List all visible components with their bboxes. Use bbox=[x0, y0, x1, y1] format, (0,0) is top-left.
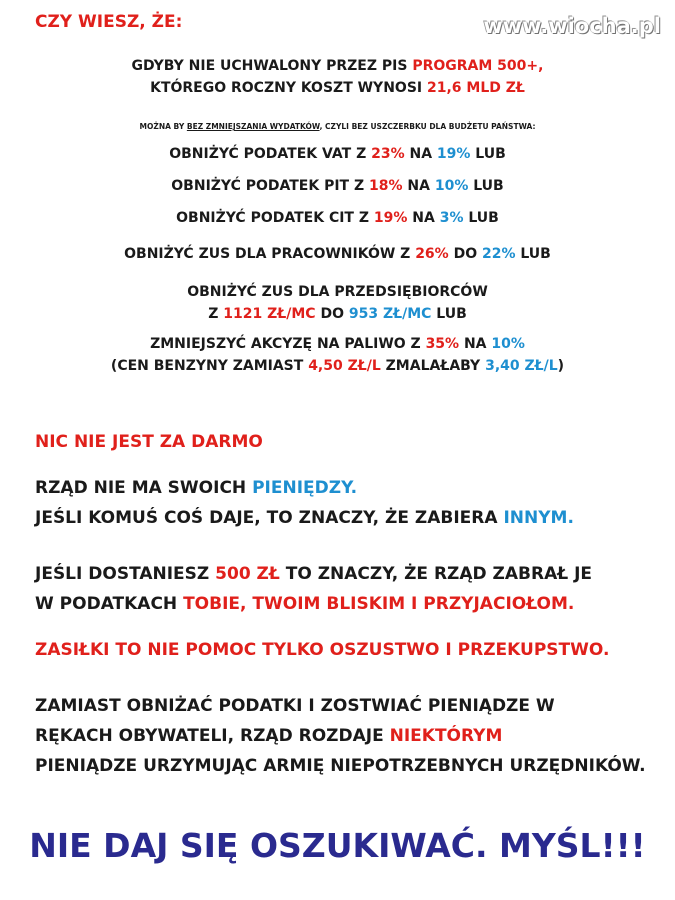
final-slogan: NIE DAJ SIĘ OSZUKIWAĆ. MYŚL!!! bbox=[29, 826, 646, 865]
new-value: 3% bbox=[439, 210, 464, 226]
program-line-1 bbox=[0, 58, 675, 74]
new-value: 953 ZŁ/MC bbox=[348, 306, 432, 322]
section-heading: NIC NIE JEST ZA DARMO bbox=[35, 432, 263, 452]
highlight: 21,6 MLD ZŁ bbox=[426, 80, 525, 96]
new-value: 3,40 ZŁ/L bbox=[485, 358, 558, 374]
old-value: 18% bbox=[369, 178, 403, 194]
text: OBNIŻYĆ PODATEK PIT Z bbox=[171, 178, 370, 194]
text: RZĄD NIE MA SWOICH bbox=[35, 478, 253, 498]
text: MOŻNA BY bbox=[139, 122, 187, 131]
option-vat bbox=[0, 146, 675, 162]
highlight: PIENIĘDZY. bbox=[252, 478, 358, 498]
statement-line-7 bbox=[35, 726, 502, 746]
statement-line-4 bbox=[35, 594, 574, 614]
text: LUB bbox=[515, 246, 551, 262]
highlight: INNYM. bbox=[503, 508, 574, 528]
underlined-text: BEZ ZMNIEJSZANIA WYDATKÓW bbox=[186, 122, 320, 131]
program-line-2 bbox=[0, 80, 675, 96]
option-fuel-1 bbox=[0, 336, 675, 352]
text: NA bbox=[404, 146, 437, 162]
text: NA bbox=[407, 210, 440, 226]
text: ) bbox=[557, 358, 565, 374]
text: RĘKACH OBYWATELI, RZĄD ROZDAJE bbox=[35, 726, 390, 746]
option-zus-workers bbox=[0, 246, 675, 262]
highlight: PROGRAM 500+, bbox=[412, 58, 544, 74]
text: Z bbox=[208, 306, 224, 322]
text: OBNIŻYĆ ZUS DLA PRACOWNIKÓW Z bbox=[124, 246, 416, 262]
option-fuel-2 bbox=[0, 358, 675, 374]
text: NA bbox=[459, 336, 492, 352]
statement-line-8: PIENIĄDZE URZYMUJĄC ARMIĘ NIEPOTRZEBNYCH URZĘDNIKÓW. bbox=[35, 756, 646, 776]
text: DO bbox=[448, 246, 482, 262]
highlight: NIEKTÓRYM bbox=[389, 726, 503, 746]
text: KTÓREGO ROCZNY KOSZT WYNOSI bbox=[150, 80, 427, 96]
text: JEŚLI DOSTANIESZ bbox=[35, 564, 216, 584]
text: W PODATKACH bbox=[35, 594, 184, 614]
intro-heading: CZY WIESZ, ŻE: bbox=[35, 12, 183, 32]
statement-line-6: ZAMIAST OBNIŻAĆ PODATKI I ZOSTWIAĆ PIENIĄDZE W bbox=[35, 696, 555, 716]
text: GDYBY NIE UCHWALONY PRZEZ PIS bbox=[131, 58, 413, 74]
text: LUB bbox=[463, 210, 499, 226]
old-value: 23% bbox=[371, 146, 405, 162]
new-value: 10% bbox=[434, 178, 469, 194]
statement-line-1 bbox=[35, 478, 357, 498]
new-value: 10% bbox=[491, 336, 525, 352]
option-pit bbox=[0, 178, 675, 194]
text: , CZYLI BEZ USZCZERBKU DLA BUDŻETU PAŃSTWA: bbox=[319, 122, 536, 131]
text: DO bbox=[315, 306, 349, 322]
text: ZMNIEJSZYĆ AKCYZĘ NA PALIWO Z bbox=[150, 336, 426, 352]
text: (CEN BENZYNY ZAMIAST bbox=[110, 358, 309, 374]
text: JEŚLI KOMUŚ COŚ DAJE, TO ZNACZY, ŻE ZABIERA bbox=[35, 508, 504, 528]
statement-line-2 bbox=[35, 508, 574, 528]
new-value: 22% bbox=[481, 246, 516, 262]
text: TO ZNACZY, ŻE RZĄD ZABRAŁ JE bbox=[279, 564, 593, 584]
option-zus-firms-1: OBNIŻYĆ ZUS DLA PRZEDSIĘBIORCÓW bbox=[187, 284, 488, 300]
new-value: 19% bbox=[436, 146, 471, 162]
highlight: TOBIE, TWOIM BLISKIM I PRZYJACIOŁOM. bbox=[183, 594, 575, 614]
small-note bbox=[0, 122, 675, 131]
option-cit bbox=[0, 210, 675, 226]
text: OBNIŻYĆ PODATEK VAT Z bbox=[169, 146, 372, 162]
text: OBNIŻYĆ PODATEK CIT Z bbox=[176, 210, 374, 226]
text: NA bbox=[402, 178, 435, 194]
old-value: 19% bbox=[373, 210, 408, 226]
watermark: www.wiocha.pl bbox=[483, 14, 661, 38]
old-value: 26% bbox=[415, 246, 449, 262]
statement-line-5: ZASIŁKI TO NIE POMOC TYLKO OSZUSTWO I PRZEKUPSTWO. bbox=[35, 640, 610, 660]
highlight: 500 ZŁ bbox=[215, 564, 280, 584]
old-value: 35% bbox=[425, 336, 460, 352]
statement-line-3 bbox=[35, 564, 592, 584]
old-value: 4,50 ZŁ/L bbox=[308, 358, 381, 374]
text: LUB bbox=[431, 306, 467, 322]
option-zus-firms-2 bbox=[0, 306, 675, 322]
text: LUB bbox=[470, 146, 506, 162]
old-value: 1121 ZŁ/MC bbox=[223, 306, 316, 322]
text: LUB bbox=[468, 178, 504, 194]
text: ZMALAŁABY bbox=[380, 358, 486, 374]
